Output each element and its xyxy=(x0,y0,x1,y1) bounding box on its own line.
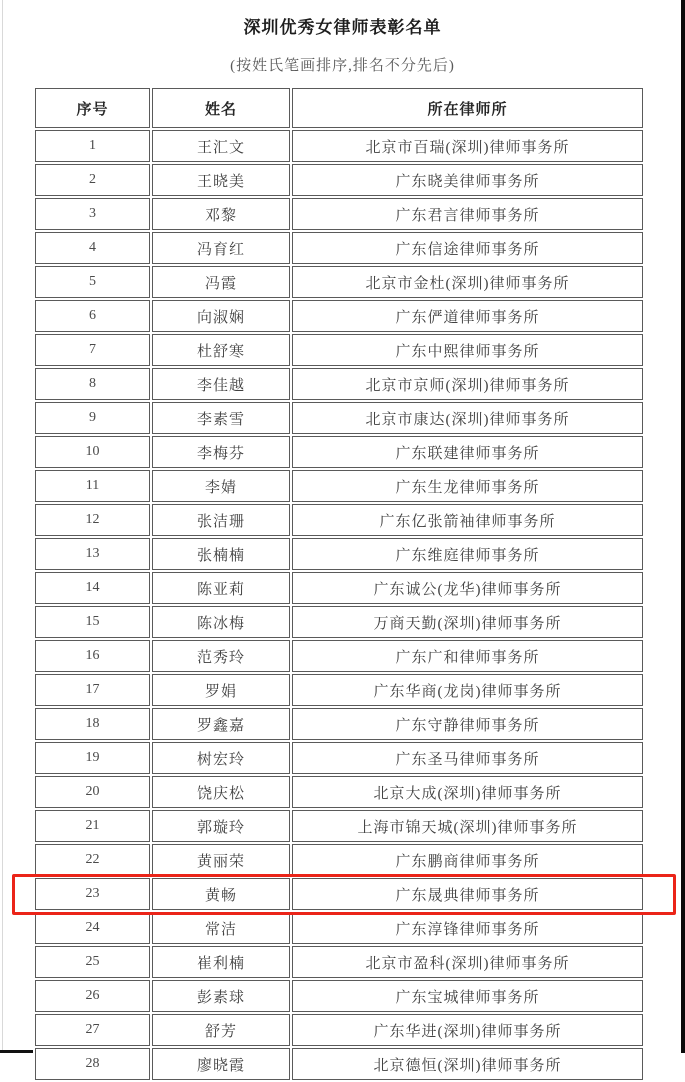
cell-number: 14 xyxy=(35,572,150,604)
cell-firm: 北京市金杜(深圳)律师事务所 xyxy=(292,266,643,298)
table-row xyxy=(35,878,643,910)
cell-number: 10 xyxy=(35,436,150,468)
cell-number: 16 xyxy=(35,640,150,672)
cell-firm: 广东华商(龙岗)律师事务所 xyxy=(292,674,643,706)
cell-firm: 北京大成(深圳)律师事务所 xyxy=(292,776,643,808)
cell-firm: 广东广和律师事务所 xyxy=(292,640,643,672)
cell-name: 王晓美 xyxy=(152,164,290,196)
cell-name: 张洁珊 xyxy=(152,504,290,536)
cell-number: 13 xyxy=(35,538,150,570)
table-row xyxy=(35,606,643,638)
cell-firm: 广东生龙律师事务所 xyxy=(292,470,643,502)
cell-name: 杜舒寒 xyxy=(152,334,290,366)
cell-firm: 广东华进(深圳)律师事务所 xyxy=(292,1014,643,1046)
table-row xyxy=(35,946,643,978)
cell-name: 饶庆松 xyxy=(152,776,290,808)
cell-firm: 广东维庭律师事务所 xyxy=(292,538,643,570)
cell-name: 廖晓霞 xyxy=(152,1048,290,1080)
cell-number: 22 xyxy=(35,844,150,876)
cell-number: 6 xyxy=(35,300,150,332)
cell-name: 树宏玲 xyxy=(152,742,290,774)
cell-firm: 北京德恒(深圳)律师事务所 xyxy=(292,1048,643,1080)
cell-name: 舒芳 xyxy=(152,1014,290,1046)
cell-name: 罗鑫嘉 xyxy=(152,708,290,740)
table-row xyxy=(35,266,643,298)
table-row xyxy=(35,980,643,1012)
cell-firm: 广东鹏商律师事务所 xyxy=(292,844,643,876)
cell-number: 12 xyxy=(35,504,150,536)
cell-firm: 广东俨道律师事务所 xyxy=(292,300,643,332)
table-row xyxy=(35,300,643,332)
cell-name: 李婧 xyxy=(152,470,290,502)
table-row xyxy=(35,912,643,944)
cell-firm: 上海市锦天城(深圳)律师事务所 xyxy=(292,810,643,842)
table-row xyxy=(35,470,643,502)
table-row xyxy=(35,402,643,434)
cell-firm: 北京市康达(深圳)律师事务所 xyxy=(292,402,643,434)
cell-firm: 广东中熙律师事务所 xyxy=(292,334,643,366)
header-firm: 所在律师所 xyxy=(292,88,643,128)
cell-name: 郭璇玲 xyxy=(152,810,290,842)
cell-name: 彭素球 xyxy=(152,980,290,1012)
cell-name: 李素雪 xyxy=(152,402,290,434)
cell-firm: 万商天勤(深圳)律师事务所 xyxy=(292,606,643,638)
cell-name: 王汇文 xyxy=(152,130,290,162)
cell-name: 陈冰梅 xyxy=(152,606,290,638)
table-row xyxy=(35,742,643,774)
cell-name: 李佳越 xyxy=(152,368,290,400)
cell-firm: 广东诚公(龙华)律师事务所 xyxy=(292,572,643,604)
cell-firm: 广东晓美律师事务所 xyxy=(292,164,643,196)
cell-firm: 广东晟典律师事务所 xyxy=(292,878,643,910)
page-title: 深圳优秀女律师表彰名单 xyxy=(243,18,442,37)
cell-firm: 广东守静律师事务所 xyxy=(292,708,643,740)
table-row xyxy=(35,436,643,468)
cell-firm: 广东君言律师事务所 xyxy=(292,198,643,230)
cell-name: 罗娟 xyxy=(152,674,290,706)
cell-firm: 北京市百瑞(深圳)律师事务所 xyxy=(292,130,643,162)
cell-number: 2 xyxy=(35,164,150,196)
page-subtitle: (按姓氏笔画排序,排名不分先后) xyxy=(230,58,455,74)
cell-name: 黄丽荣 xyxy=(152,844,290,876)
cell-number: 15 xyxy=(35,606,150,638)
table-row xyxy=(35,130,643,162)
cell-number: 4 xyxy=(35,232,150,264)
cell-firm: 广东联建律师事务所 xyxy=(292,436,643,468)
cell-number: 11 xyxy=(35,470,150,502)
cell-firm: 广东淳锋律师事务所 xyxy=(292,912,643,944)
cell-number: 19 xyxy=(35,742,150,774)
cell-number: 17 xyxy=(35,674,150,706)
cell-name: 范秀玲 xyxy=(152,640,290,672)
cell-firm: 北京市京师(深圳)律师事务所 xyxy=(292,368,643,400)
cell-number: 26 xyxy=(35,980,150,1012)
cell-name: 陈亚莉 xyxy=(152,572,290,604)
cell-firm: 广东宝城律师事务所 xyxy=(292,980,643,1012)
cell-name: 张楠楠 xyxy=(152,538,290,570)
cell-number: 1 xyxy=(35,130,150,162)
table-row xyxy=(35,334,643,366)
cell-name: 黄畅 xyxy=(152,878,290,910)
cell-name: 李梅芬 xyxy=(152,436,290,468)
cell-number: 24 xyxy=(35,912,150,944)
cell-firm: 广东圣马律师事务所 xyxy=(292,742,643,774)
table-row xyxy=(35,232,643,264)
cell-number: 18 xyxy=(35,708,150,740)
cell-name: 崔利楠 xyxy=(152,946,290,978)
window-edge-right xyxy=(681,0,685,1053)
table-row xyxy=(35,810,643,842)
cell-name: 常洁 xyxy=(152,912,290,944)
cell-name: 冯霞 xyxy=(152,266,290,298)
cell-number: 20 xyxy=(35,776,150,808)
table-header-row xyxy=(35,88,643,128)
table-row xyxy=(35,538,643,570)
header-number: 序号 xyxy=(35,88,150,128)
cell-number: 9 xyxy=(35,402,150,434)
cell-firm: 广东亿张箭袖律师事务所 xyxy=(292,504,643,536)
cell-number: 25 xyxy=(35,946,150,978)
cell-number: 28 xyxy=(35,1048,150,1080)
table-row xyxy=(35,640,643,672)
table-row xyxy=(35,708,643,740)
cell-number: 8 xyxy=(35,368,150,400)
table-row xyxy=(35,198,643,230)
table-row xyxy=(35,776,643,808)
table-row xyxy=(35,572,643,604)
cell-number: 27 xyxy=(35,1014,150,1046)
cell-number: 3 xyxy=(35,198,150,230)
table-row xyxy=(35,368,643,400)
cell-name: 向淑娴 xyxy=(152,300,290,332)
cell-firm: 北京市盈科(深圳)律师事务所 xyxy=(292,946,643,978)
cell-name: 冯育红 xyxy=(152,232,290,264)
table-row xyxy=(35,1014,643,1046)
cell-number: 23 xyxy=(35,878,150,910)
lawyers-table xyxy=(33,86,645,1082)
cell-number: 5 xyxy=(35,266,150,298)
header-name: 姓名 xyxy=(152,88,290,128)
window-edge-left xyxy=(2,0,3,1053)
table-row xyxy=(35,844,643,876)
table-row xyxy=(35,674,643,706)
cell-number: 7 xyxy=(35,334,150,366)
cell-number: 21 xyxy=(35,810,150,842)
table-row xyxy=(35,504,643,536)
cell-firm: 广东信途律师事务所 xyxy=(292,232,643,264)
cell-name: 邓黎 xyxy=(152,198,290,230)
table-row xyxy=(35,164,643,196)
